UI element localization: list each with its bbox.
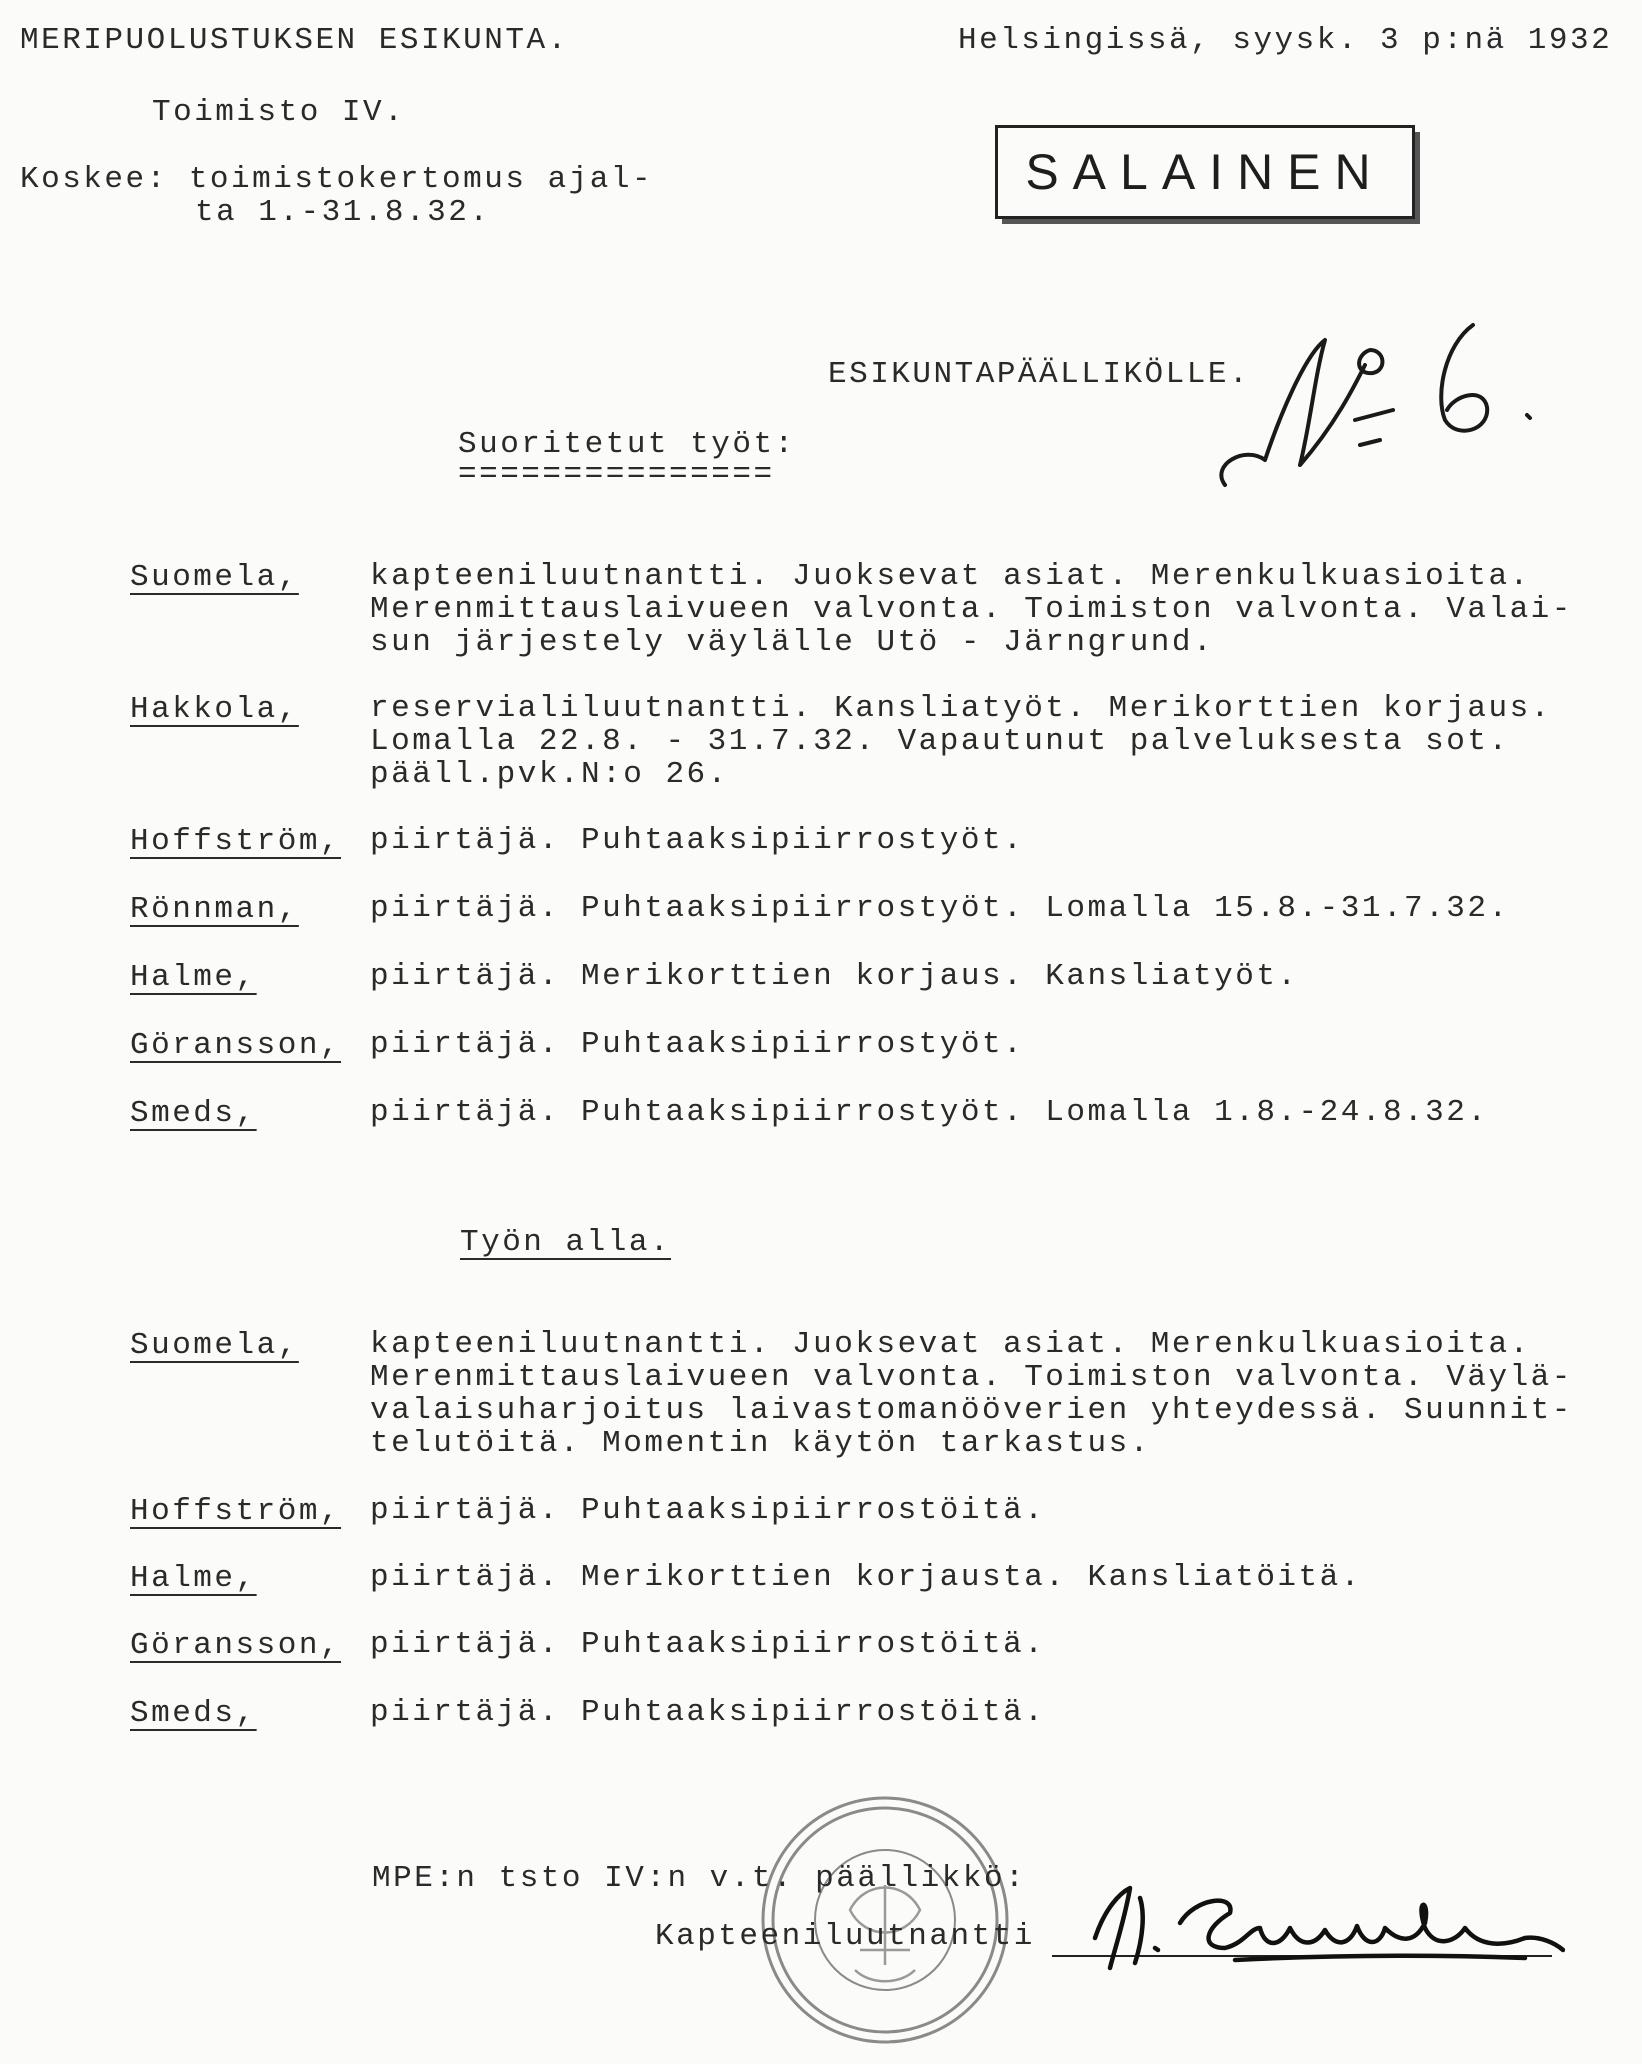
entry-name: Göransson, (130, 1628, 342, 1663)
entry-line: Lomalla 22.8. - 31.7.32. Vapautunut palveluksesta sot. (370, 724, 1510, 759)
entry-line: piirtäjä. Puhtaaksipiirrostöitä. (370, 1695, 1046, 1730)
entry-name: Smeds, (130, 1096, 257, 1131)
entry-name: Rönnman, (130, 892, 299, 927)
entry-line: piirtäjä. Puhtaaksipiirrostöitä. (370, 1493, 1046, 1528)
place-date: Helsingissä, syysk. 3 p:nä 1932 (958, 23, 1613, 58)
entry-line: pääll.pvk.N:o 26. (370, 757, 729, 792)
entry-line: kapteeniluutnantti. Juoksevat asiat. Merenkulkuasioita. (370, 559, 1531, 594)
entry-name: Hoffström, (130, 1494, 342, 1529)
entry-line: piirtäjä. Merikorttien korjausta. Kansliatöitä. (370, 1560, 1362, 1595)
entry-line: telutöitä. Momentin käytön tarkastus. (370, 1426, 1151, 1461)
entry-name: Hakkola, (130, 692, 299, 727)
entry-line: valaisuharjoitus laivastomanööverien yhteydessä. Suunnit- (370, 1393, 1573, 1428)
entry-line: Merenmittauslaivueen valvonta. Toimiston valvonta. Valai- (370, 592, 1573, 627)
signature-line-1: MPE:n tsto IV:n v.t. päällikkö: (372, 1861, 1027, 1896)
entry-line: sun järjestely väylälle Utö - Järngrund. (370, 625, 1215, 660)
entry-name: Halme, (130, 960, 257, 995)
office-name: Toimisto IV. (152, 95, 406, 130)
handwritten-number (1205, 315, 1545, 500)
entry-name: Suomela, (130, 1328, 299, 1363)
org-name: MERIPUOLUSTUKSEN ESIKUNTA. (20, 23, 569, 58)
section1-title: Suoritetut työt: (458, 427, 796, 462)
entry-line: Merenmittauslaivueen valvonta. Toimiston valvonta. Väylä- (370, 1360, 1573, 1395)
entry-name: Göransson, (130, 1028, 342, 1063)
handwritten-signature (1085, 1868, 1565, 1978)
entry-line: kapteeniluutnantti. Juoksevat asiat. Merenkulkuasioita. (370, 1327, 1531, 1362)
section2-title: Työn alla. (460, 1225, 672, 1260)
signature-line-2: Kapteeniluutnantti (655, 1919, 1035, 1954)
entry-line: piirtäjä. Puhtaaksipiirrostyöt. (370, 823, 1025, 858)
entry-name: Hoffström, (130, 824, 342, 859)
subject-line-1: Koskee: toimistokertomus ajal- (20, 162, 654, 197)
entry-line: reservialiluutnantti. Kansliatyöt. Merikorttien korjaus. (370, 691, 1552, 726)
classification-text: SALAINEN (1025, 144, 1385, 200)
section1-title-rule: =============== (458, 457, 775, 492)
entry-name: Suomela, (130, 560, 299, 595)
entry-line: piirtäjä. Puhtaaksipiirrostyöt. (370, 1027, 1025, 1062)
entry-line: piirtäjä. Puhtaaksipiirrostyöt. Lomalla 15.8.-31.7.32. (370, 891, 1510, 926)
classification-stamp (995, 125, 1415, 219)
subject-line-2: ta 1.-31.8.32. (195, 195, 491, 230)
entry-name: Smeds, (130, 1696, 257, 1731)
entry-name: Halme, (130, 1561, 257, 1596)
entry-line: piirtäjä. Merikorttien korjaus. Kansliatyöt. (370, 959, 1299, 994)
entry-line: piirtäjä. Puhtaaksipiirrostöitä. (370, 1627, 1046, 1662)
addressee: ESIKUNTAPÄÄLLIKÖLLE. (828, 357, 1251, 392)
entry-line: piirtäjä. Puhtaaksipiirrostyöt. Lomalla 1.8.-24.8.32. (370, 1095, 1489, 1130)
